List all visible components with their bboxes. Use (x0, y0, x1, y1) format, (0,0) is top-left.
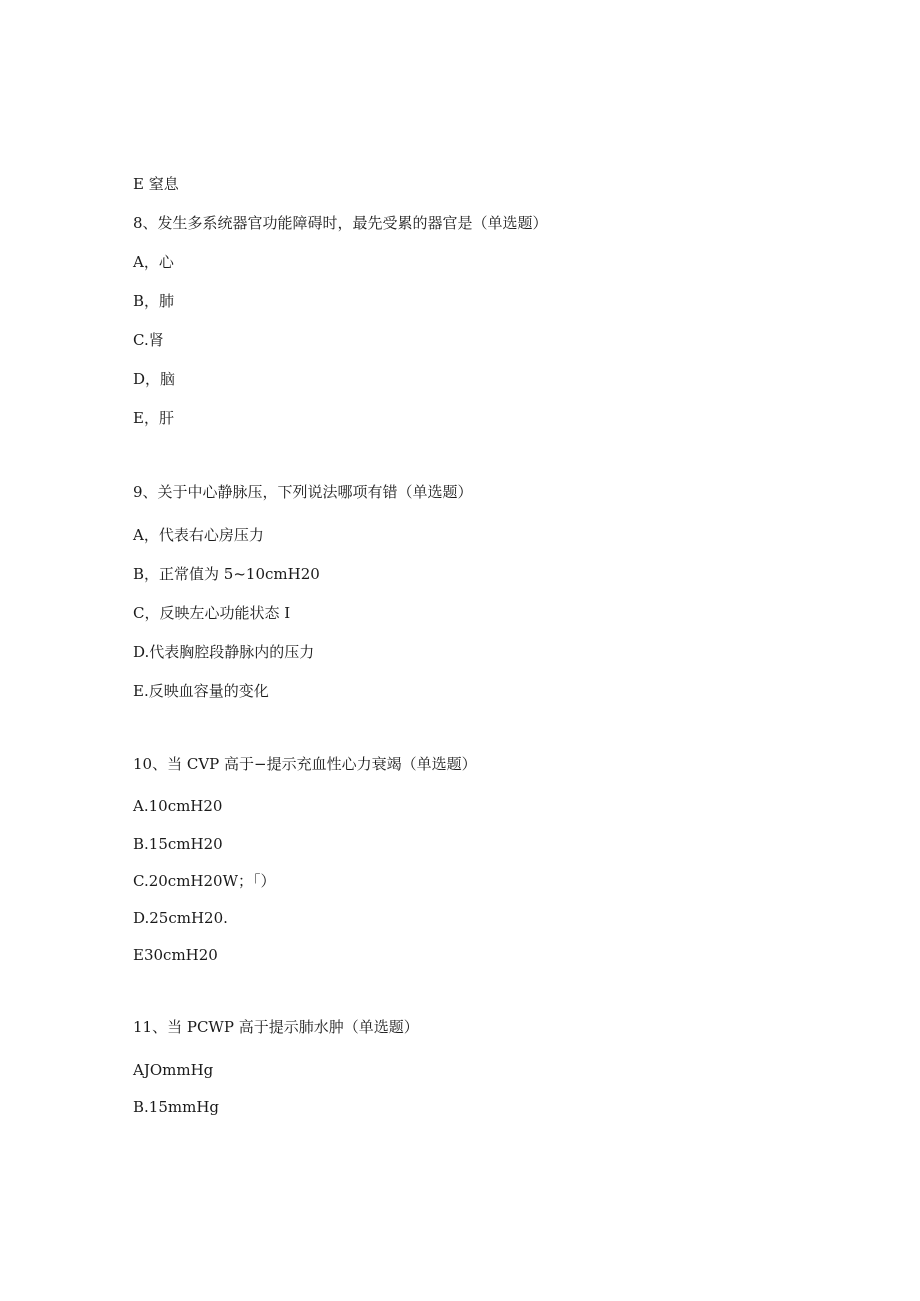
question-8-option-a: A，心 (133, 253, 174, 271)
question-8-option-d: D，脑 (133, 370, 176, 388)
prev-question-option-e: E 窒息 (133, 175, 179, 193)
question-10-option-a: A.10cmH20 (133, 797, 223, 815)
question-11-option-a: AJOmmHg (133, 1061, 214, 1079)
question-8-option-b: B，肺 (133, 292, 175, 310)
question-8-title: 8、发生多系统器官功能障碍时，最先受累的器官是（单选题） (133, 214, 548, 232)
question-10-option-d: D.25cmH20. (133, 909, 228, 927)
question-11-title: 11、当 PCWP 高于提示肺水肿（单选题） (133, 1018, 419, 1036)
question-10-title: 10、当 CVP 高于−提示充血性心力衰竭（单选题） (133, 755, 477, 773)
question-9-option-c: C，反映左心功能状态 I (133, 604, 291, 622)
question-11-option-b: B.15mmHg (133, 1098, 220, 1116)
question-8-option-e: E，肝 (133, 409, 174, 427)
question-10-option-b: B.15cmH20 (133, 835, 223, 853)
question-9-title: 9、关于中心静脉压，下列说法哪项有错（单选题） (133, 483, 473, 501)
question-9-option-d: D.代表胸腔段静脉内的压力 (133, 643, 315, 661)
question-9-option-a: A，代表右心房压力 (133, 526, 264, 544)
question-8-option-c: C.肾 (133, 331, 164, 349)
question-10-option-c: C.20cmH20W；「） (133, 872, 276, 890)
question-9-option-b: B，正常值为 5~10cmH20 (133, 565, 320, 583)
question-9-option-e: E.反映血容量的变化 (133, 682, 269, 700)
question-10-option-e: E30cmH20 (133, 946, 218, 964)
